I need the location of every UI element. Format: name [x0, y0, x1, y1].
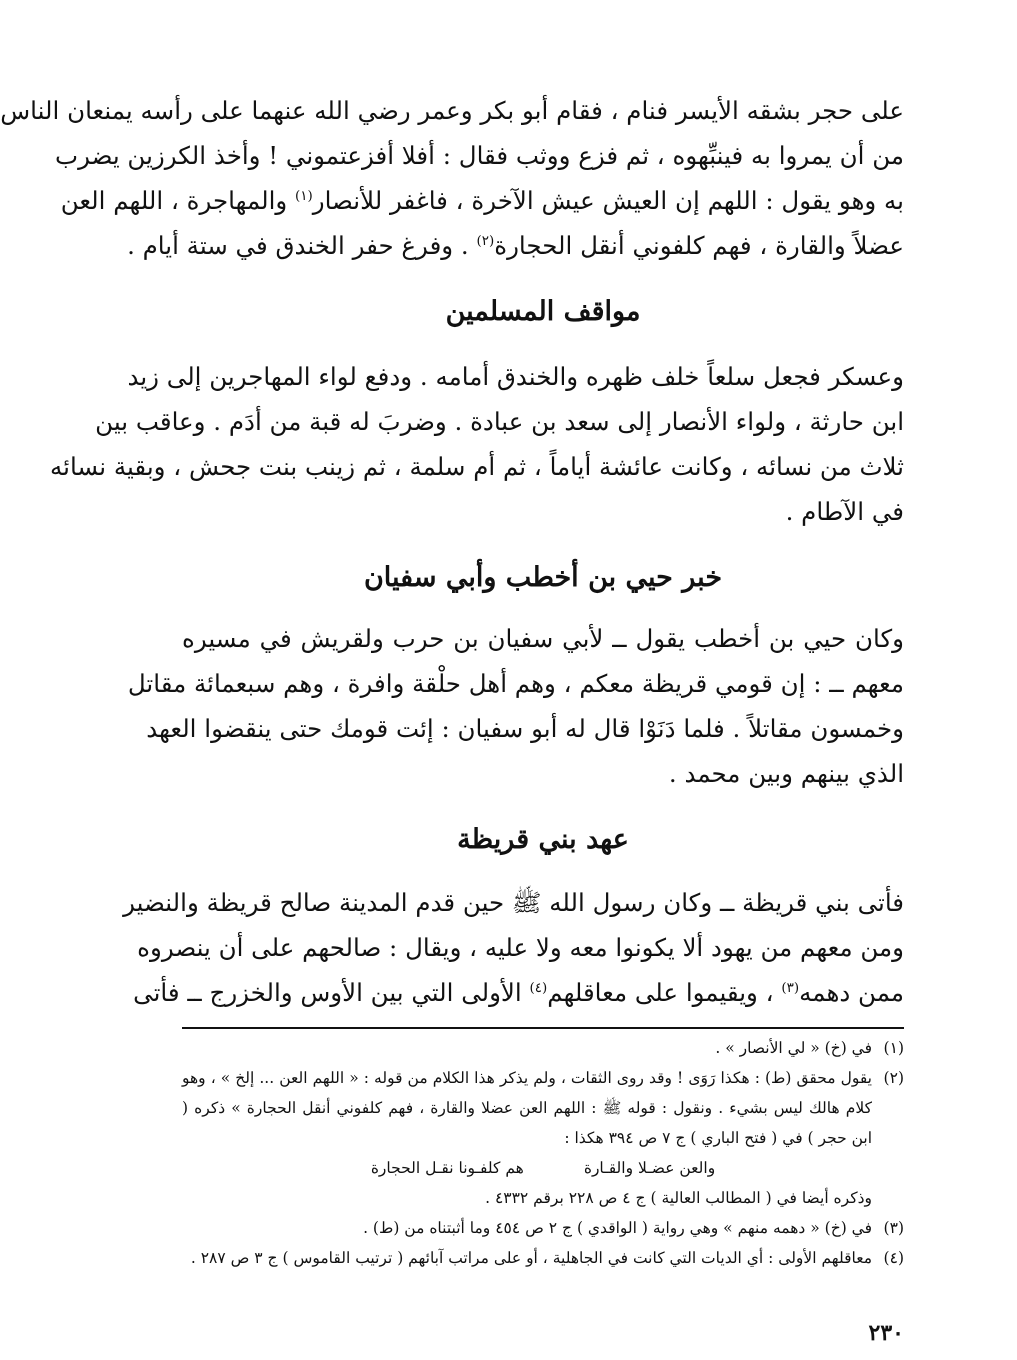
paragraph-line: [60, 178, 904, 223]
paragraph-line: وعسكر فجعل سلعاً خلف ظهره والخندق أمامه . ودفع لواء المهاجرين إلى زيد: [127, 362, 904, 391]
paragraph-line: [133, 970, 904, 1015]
paragraph-line: وخمسون مقاتلاً . فلما دَنَوْا قال له أبو سفيان : إئت قومك حتى ينقضوا العهد: [146, 714, 904, 743]
footnote-marker[interactable]: (٢): [476, 232, 495, 249]
paragraph-line: معهم ــ : إن قومي قريظة معكم ، وهم أهل حلْقة وافرة ، وهم سبعمائة مقاتل: [127, 669, 904, 698]
footnote-number: (١): [883, 1039, 904, 1057]
paragraph-line: وكان حيي بن أخطب يقول ــ لأبي سفيان بن حرب ولقريش في مسيره: [182, 624, 904, 653]
footnote-marker[interactable]: (٤): [529, 979, 548, 996]
footnote-number: (٣): [883, 1219, 904, 1237]
paragraph-line: ابن حارثة ، ولواء الأنصار إلى سعد بن عبادة . وضربَ له قبة من أدَم . وعاقب بين: [95, 407, 904, 436]
paragraph-line: ثلاث من نسائه ، وكانت عائشة أياماً ، ثم أم سلمة ، ثم زينب بنت جحش ، وبقية نسائه: [50, 452, 904, 481]
line-text: به وهو يقول : اللهم إن العيش عيش الآخرة ، فاغفر للأنصار: [312, 186, 904, 215]
verse-hemistich-right: والعن عضـلا والقـارة: [583, 1159, 716, 1177]
line-text: وفرغ حفر الخندق في ستة أيام .: [127, 231, 454, 260]
footnote-number: (٤): [883, 1249, 904, 1267]
section-paragraph: [50, 354, 904, 534]
footnote: [182, 1063, 904, 1153]
line-text: عضلاً والقارة ، فهم كلفوني أنقل الحجارة: [494, 231, 904, 260]
line-text: ممن دهمه: [799, 978, 904, 1007]
footnote-text: في (خ) « لي الأنصار » .: [715, 1039, 872, 1057]
poem-verse: [182, 1153, 904, 1183]
page-number: ٢٣٠: [868, 1320, 904, 1346]
footnote-text: معاقلهم الأولى : أي الديات التي كانت في الجاهلية ، أو على مراتب آبائهم ( ترتيب القاموس ) ج ٣ ص ٢٨٧ .: [190, 1249, 872, 1267]
paragraph-line: في الآطام .: [785, 497, 904, 526]
footnote-marker[interactable]: (٣): [781, 979, 800, 996]
paragraph-line: من أن يمروا به فينبِّهوه ، ثم فزع ووثب فقال : أفلا أفزعتموني ! وأخذ الكرزين يضرب: [55, 141, 904, 170]
paragraph-line: [127, 223, 904, 268]
verse-hemistich-left: هم كلفـونا نقـل الحجارة: [370, 1159, 524, 1177]
line-text: .: [453, 231, 477, 260]
section-heading: مواقف المسلمين: [445, 296, 641, 327]
line-text: ويقيموا على معاقلهم: [547, 978, 758, 1007]
footnote-text: وذكره أيضا في ( المطالب العالية ) ج ٤ ص ٢٢٨ برقم ٤٣٣٢ .: [485, 1189, 872, 1207]
paragraph-line: على حجر بشقه الأيسر فنام ، فقام أبو بكر وعمر رضي الله عنهما على رأسه يمنعان الناس: [0, 96, 904, 125]
paragraph-line: الذي بينهم وبين محمد .: [668, 759, 904, 788]
section-heading: خبر حيي بن أخطب وأبي سفيان: [363, 562, 723, 593]
footnote-text: في (خ) « دهمه منهم » وهي رواية ( الواقدي ) ج ٢ ص ٤٥٤ وما أثبتناه من (ط) .: [363, 1219, 872, 1237]
page-body: [0, 88, 904, 1346]
footnote-continuation: [182, 1183, 904, 1213]
footnote-number: (٢): [883, 1069, 904, 1087]
footnote: [182, 1243, 904, 1273]
footnote-divider: [182, 1027, 904, 1029]
footnotes: [182, 1033, 904, 1273]
line-text: الأولى التي بين الأوس والخزرج ــ فأتى: [133, 978, 522, 1007]
footnote-marker[interactable]: (١): [295, 187, 313, 204]
section-heading: عهد بني قريظة: [457, 824, 629, 855]
section-paragraph: [127, 616, 904, 796]
section-paragraph: [123, 880, 904, 1015]
footnote: [182, 1033, 904, 1063]
paragraph-line: فأتى بني قريظة ــ وكان رسول الله ﷺ حين قدم المدينة صالح قريظة والنضير: [123, 888, 904, 917]
paragraph-line: ومن معهم من يهود ألا يكونوا معه ولا عليه ، ويقال : صالحهم على أن ينصروه: [137, 933, 904, 962]
intro-paragraph: [0, 88, 904, 268]
line-text: ،: [757, 978, 782, 1007]
footnote: [182, 1213, 904, 1243]
line-text: والمهاجرة ، اللهم العن: [60, 186, 295, 215]
footnote-text: يقول محقق (ط) : هكذا رَوَى ! وقد روى الثقات ، ولم يذكر هذا الكلام من قوله : « اللهم العن ... إلخ » ، وهو كلام هالك ليس بشيء . ونقول : قوله ﷺ : اللهم العن عضلا والقارة ، فهم كلفوني أنقل الحجارة » ذكره ( ابن حجر ) في ( فتح الباري ) ج ٧ ص ٣٩٤ هكذا :: [182, 1069, 872, 1147]
